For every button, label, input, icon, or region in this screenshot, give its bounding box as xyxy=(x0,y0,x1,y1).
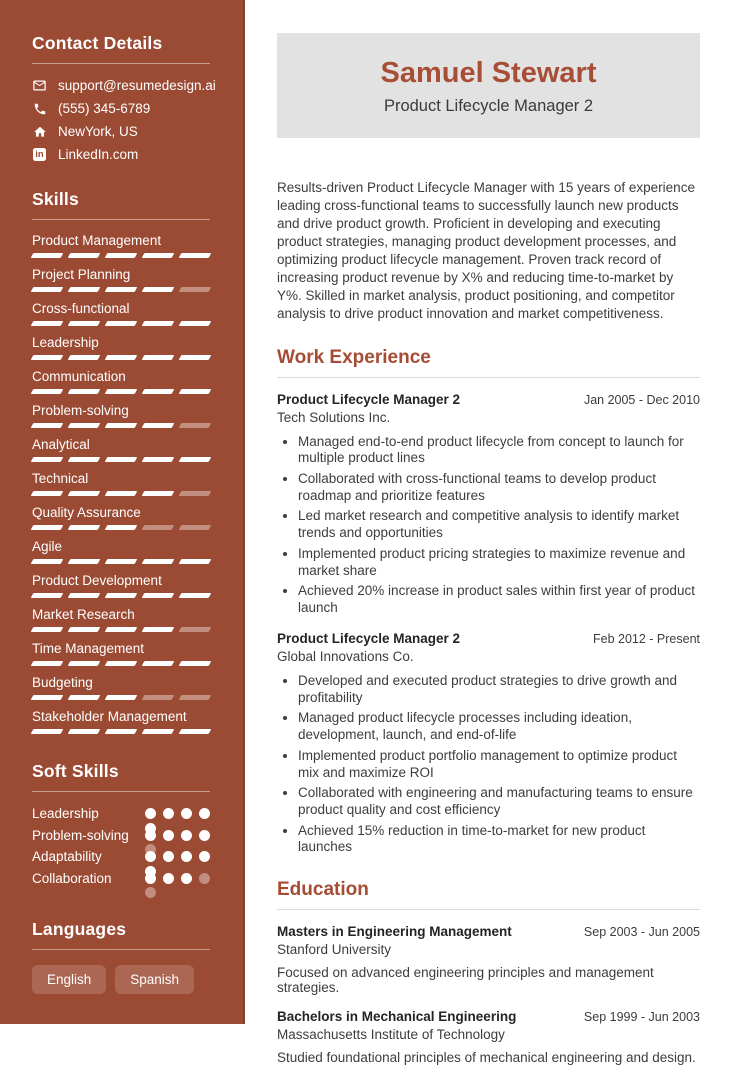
contact-phone-text: (555) 345-6789 xyxy=(58,101,151,116)
degree-dates: Sep 1999 - Jun 2003 xyxy=(583,1010,700,1025)
skill-level-bar xyxy=(32,627,210,632)
rating-dot xyxy=(145,851,156,862)
main-content xyxy=(247,0,730,1065)
language-pill: English xyxy=(32,965,106,994)
work-experience-section xyxy=(277,347,700,857)
skill-bar-segment xyxy=(68,321,101,326)
rating-dot xyxy=(145,887,156,898)
skill-label: Market Research xyxy=(32,607,135,622)
job-bullet: • Led market research and competitive analysis to identify market trends and opportunities xyxy=(298,508,700,541)
skill-bar-segment xyxy=(31,457,64,462)
soft-skill-dots xyxy=(145,808,210,819)
skill-bar-segment xyxy=(105,457,138,462)
skill-bar-segment xyxy=(142,355,175,360)
rating-dot xyxy=(199,808,210,819)
skill-bar-segment xyxy=(179,355,212,360)
skill-bar-segment xyxy=(31,559,64,564)
skill-item xyxy=(32,607,210,632)
skill-bar-segment xyxy=(179,695,212,700)
skill-bar-segment xyxy=(179,321,212,326)
skill-label: Leadership xyxy=(32,335,99,350)
email-icon xyxy=(32,78,47,93)
jobs-list xyxy=(277,392,700,857)
skill-bar-segment xyxy=(179,253,212,258)
skill-label: Communication xyxy=(32,369,126,384)
rating-dot xyxy=(199,873,210,884)
contact-section xyxy=(32,33,216,162)
candidate-name: Samuel Stewart xyxy=(380,57,597,89)
job-bullet: • Implemented product pricing strategies to maximize revenue and market share xyxy=(298,546,700,579)
job-entry xyxy=(277,392,700,617)
skill-label: Product Development xyxy=(32,573,162,588)
skill-label: Problem-solving xyxy=(32,403,129,418)
home-icon xyxy=(32,124,47,139)
languages-section xyxy=(32,919,210,994)
skill-bar-segment xyxy=(142,593,175,598)
education-section xyxy=(277,879,700,1065)
skill-bar-segment xyxy=(68,525,101,530)
skill-bar-segment xyxy=(179,389,212,394)
skill-bar-segment xyxy=(31,695,64,700)
skill-bar-segment xyxy=(142,559,175,564)
soft-skill-dots xyxy=(145,830,210,841)
soft-skill-row xyxy=(32,828,210,850)
skill-label: Cross-functional xyxy=(32,301,130,316)
skill-bar-segment xyxy=(68,287,101,292)
skill-label: Technical xyxy=(32,471,89,486)
skill-level-bar xyxy=(32,355,210,360)
job-bullet: • Achieved 20% increase in product sales within first year of product launch xyxy=(298,583,700,616)
skill-bar-segment xyxy=(105,695,138,700)
skill-bar-segment xyxy=(179,423,212,428)
skill-bar-segment xyxy=(105,593,138,598)
languages-list xyxy=(32,965,210,994)
skill-bar-segment xyxy=(142,321,175,326)
job-bullet: • Managed end-to-end product lifecycle from concept to launch for multiple product lines xyxy=(298,434,700,467)
skill-label: Budgeting xyxy=(32,675,93,690)
candidate-job-title: Product Lifecycle Manager 2 xyxy=(383,96,594,115)
skill-level-bar xyxy=(32,321,210,326)
skill-bar-segment xyxy=(179,729,212,734)
skill-bar-segment xyxy=(105,253,138,258)
education-header xyxy=(277,924,700,939)
skill-label: Time Management xyxy=(32,641,145,656)
skill-item xyxy=(32,403,210,428)
skill-bar-segment xyxy=(179,525,212,530)
skill-bar-segment xyxy=(105,287,138,292)
skill-bar-segment xyxy=(142,389,175,394)
skill-level-bar xyxy=(32,457,210,462)
skill-item xyxy=(32,335,210,360)
skill-bar-segment xyxy=(179,457,212,462)
contact-title: Contact Details xyxy=(32,33,210,64)
skill-bar-segment xyxy=(179,627,212,632)
skill-bar-segment xyxy=(68,423,101,428)
rating-dot xyxy=(145,830,156,841)
rating-dot xyxy=(145,808,156,819)
skill-bar-segment xyxy=(105,559,138,564)
education-title: Education xyxy=(277,879,700,910)
skill-level-bar xyxy=(32,729,210,734)
skill-bar-segment xyxy=(142,729,175,734)
skill-bar-segment xyxy=(105,491,138,496)
contact-row-location xyxy=(32,124,210,139)
job-bullet: • Developed and executed product strategies to drive growth and profitability xyxy=(298,673,700,706)
degree-dates: Sep 2003 - Jun 2005 xyxy=(583,925,700,940)
skill-bar-segment xyxy=(179,661,212,666)
skill-level-bar xyxy=(32,423,210,428)
skill-bar-segment xyxy=(31,321,64,326)
skill-bar-segment xyxy=(105,355,138,360)
job-dates: Feb 2012 - Present xyxy=(592,631,700,646)
job-company: Global Innovations Co. xyxy=(277,648,414,664)
languages-title: Languages xyxy=(32,919,210,950)
skill-bar-segment xyxy=(31,253,64,258)
skill-level-bar xyxy=(32,253,210,258)
skill-bar-segment xyxy=(31,389,64,394)
skill-bar-segment xyxy=(68,253,101,258)
contact-row-linkedin[interactable] xyxy=(32,147,210,162)
skill-bar-segment xyxy=(142,423,175,428)
degree-name: Masters in Engineering Management xyxy=(277,924,512,940)
degree-name: Bachelors in Mechanical Engineering xyxy=(277,1009,517,1025)
skill-bar-segment xyxy=(68,661,101,666)
skill-bar-segment xyxy=(31,593,64,598)
rating-dot xyxy=(199,851,210,862)
soft-skills-title: Soft Skills xyxy=(32,761,210,792)
degree-school: Massachusetts Institute of Technology xyxy=(277,1027,505,1043)
skill-item xyxy=(32,267,210,292)
education-entry xyxy=(277,1009,700,1065)
skill-item xyxy=(32,539,210,564)
skill-label: Agile xyxy=(32,539,63,554)
skill-bar-segment xyxy=(31,661,64,666)
soft-skill-label: Leadership xyxy=(32,806,99,821)
skill-bar-segment xyxy=(31,627,64,632)
skill-bar-segment xyxy=(31,355,64,360)
sidebar xyxy=(0,0,245,1024)
skill-bar-segment xyxy=(105,661,138,666)
skill-item xyxy=(32,505,210,530)
education-entry xyxy=(277,924,700,995)
rating-dot xyxy=(181,873,192,884)
skill-item xyxy=(32,709,210,734)
rating-dot xyxy=(163,808,174,819)
job-bullet-list xyxy=(277,673,700,856)
rating-dot xyxy=(163,873,174,884)
soft-skill-row xyxy=(32,871,210,893)
rating-dot xyxy=(199,830,210,841)
soft-skill-dots xyxy=(145,851,210,862)
rating-dot xyxy=(145,873,156,884)
job-role: Product Lifecycle Manager 2 xyxy=(277,391,461,407)
skill-bar-segment xyxy=(31,729,64,734)
job-header xyxy=(277,631,700,646)
skill-bar-segment xyxy=(68,457,101,462)
skill-label: Quality Assurance xyxy=(32,505,141,520)
skill-bar-segment xyxy=(68,593,101,598)
skill-level-bar xyxy=(32,661,210,666)
skill-item xyxy=(32,301,210,326)
soft-skill-row xyxy=(32,849,210,871)
soft-skill-dots xyxy=(145,873,210,884)
skill-bar-segment xyxy=(68,559,101,564)
skill-level-bar xyxy=(32,695,210,700)
job-bullet: • Achieved 15% reduction in time-to-market for new product launches xyxy=(298,823,700,856)
contact-linkedin-text: LinkedIn.com xyxy=(58,147,139,162)
language-pill: Spanish xyxy=(115,965,194,994)
degree-description: Focused on advanced engineering principles and management strategies. xyxy=(277,965,654,996)
contact-list xyxy=(32,78,216,162)
skill-bar-segment xyxy=(179,593,212,598)
degree-school: Stanford University xyxy=(277,942,392,958)
soft-skill-label: Problem-solving xyxy=(32,827,129,843)
education-header xyxy=(277,1009,700,1024)
job-entry xyxy=(277,631,700,856)
degree-description: Studied foundational principles of mechanical engineering and design. xyxy=(277,1050,696,1065)
job-header xyxy=(277,392,700,407)
skills-title: Skills xyxy=(32,189,210,220)
skill-bar-segment xyxy=(68,695,101,700)
phone-icon xyxy=(32,101,47,116)
skill-bar-segment xyxy=(105,389,138,394)
job-bullet-list xyxy=(277,434,700,617)
skill-bar-segment xyxy=(142,457,175,462)
skill-level-bar xyxy=(32,389,210,394)
skill-item xyxy=(32,675,210,700)
job-bullet: • Collaborated with cross-functional teams to develop product roadmap and prioritize features xyxy=(298,471,700,504)
skill-level-bar xyxy=(32,593,210,598)
work-experience-title: Work Experience xyxy=(277,347,700,378)
soft-skills-list xyxy=(32,806,210,892)
skill-bar-segment xyxy=(142,525,175,530)
skill-bar-segment xyxy=(142,287,175,292)
skill-bar-segment xyxy=(179,287,212,292)
soft-skills-section xyxy=(32,761,210,892)
skill-bar-segment xyxy=(142,491,175,496)
soft-skill-label: Adaptability xyxy=(32,849,102,864)
linkedin-icon: in xyxy=(32,147,47,162)
skill-bar-segment xyxy=(142,627,175,632)
soft-skill-row xyxy=(32,806,210,828)
degrees-list xyxy=(277,924,700,1065)
skill-level-bar xyxy=(32,559,210,564)
rating-dot xyxy=(181,808,192,819)
resume-header xyxy=(277,33,700,138)
job-bullet: • Managed product lifecycle processes including ideation, development, launch, and end-of-life xyxy=(298,710,700,743)
job-company: Tech Solutions Inc. xyxy=(277,409,391,425)
skill-bar-segment xyxy=(105,321,138,326)
skill-label: Analytical xyxy=(32,437,90,452)
contact-location-text: NewYork, US xyxy=(58,124,138,139)
skill-bar-segment xyxy=(142,661,175,666)
skill-item xyxy=(32,471,210,496)
skill-bar-segment xyxy=(105,423,138,428)
job-role: Product Lifecycle Manager 2 xyxy=(277,630,461,646)
rating-dot xyxy=(181,851,192,862)
skill-level-bar xyxy=(32,525,210,530)
contact-email-text: support@resumedesign.ai xyxy=(58,78,216,93)
skill-bar-segment xyxy=(105,729,138,734)
skill-bar-segment xyxy=(31,287,64,292)
skill-label: Project Planning xyxy=(32,267,131,282)
job-dates: Jan 2005 - Dec 2010 xyxy=(583,392,700,407)
skill-bar-segment xyxy=(68,729,101,734)
skill-bar-segment xyxy=(68,627,101,632)
job-bullet: • Collaborated with engineering and manufacturing teams to ensure product quality and cost efficiency xyxy=(298,785,700,818)
contact-row-phone xyxy=(32,101,210,116)
summary-paragraph: Results-driven Product Lifecycle Manager with 15 years of experience leading cross-functional teams to successfully launch new products and drive product growth. Proficient in developing and executing product strategies, managing product development processes, and optimizing product lifecycle management. Proven track record of increasing product revenue by X% and reducing time-to-market by Y%. Skilled in market analysis, product positioning, and competitor analysis to drive product innovation and market competitiveness. xyxy=(277,179,695,322)
skill-bar-segment xyxy=(142,695,175,700)
skill-bar-segment xyxy=(179,559,212,564)
skill-bar-segment xyxy=(68,491,101,496)
skill-bar-segment xyxy=(68,355,101,360)
skills-list xyxy=(32,233,210,734)
skill-level-bar xyxy=(32,491,210,496)
skill-item xyxy=(32,641,210,666)
contact-row-email[interactable] xyxy=(32,78,216,93)
skills-section xyxy=(32,189,210,734)
skill-bar-segment xyxy=(105,525,138,530)
skill-label: Stakeholder Management xyxy=(32,709,187,724)
skill-bar-segment xyxy=(31,491,64,496)
skill-bar-segment xyxy=(68,389,101,394)
skill-bar-segment xyxy=(105,627,138,632)
skill-level-bar xyxy=(32,287,210,292)
rating-dot xyxy=(181,830,192,841)
soft-skill-label: Collaboration xyxy=(32,870,112,886)
skill-item xyxy=(32,573,210,598)
job-bullet: • Implemented product portfolio management to optimize product mix and maximize ROI xyxy=(298,748,700,781)
skill-item xyxy=(32,233,210,258)
rating-dot xyxy=(163,851,174,862)
rating-dot xyxy=(163,830,174,841)
skill-bar-segment xyxy=(31,423,64,428)
skill-item xyxy=(32,437,210,462)
skill-label: Product Management xyxy=(32,233,162,248)
skill-bar-segment xyxy=(31,525,64,530)
skill-bar-segment xyxy=(179,491,212,496)
skill-bar-segment xyxy=(142,253,175,258)
skill-item xyxy=(32,369,210,394)
